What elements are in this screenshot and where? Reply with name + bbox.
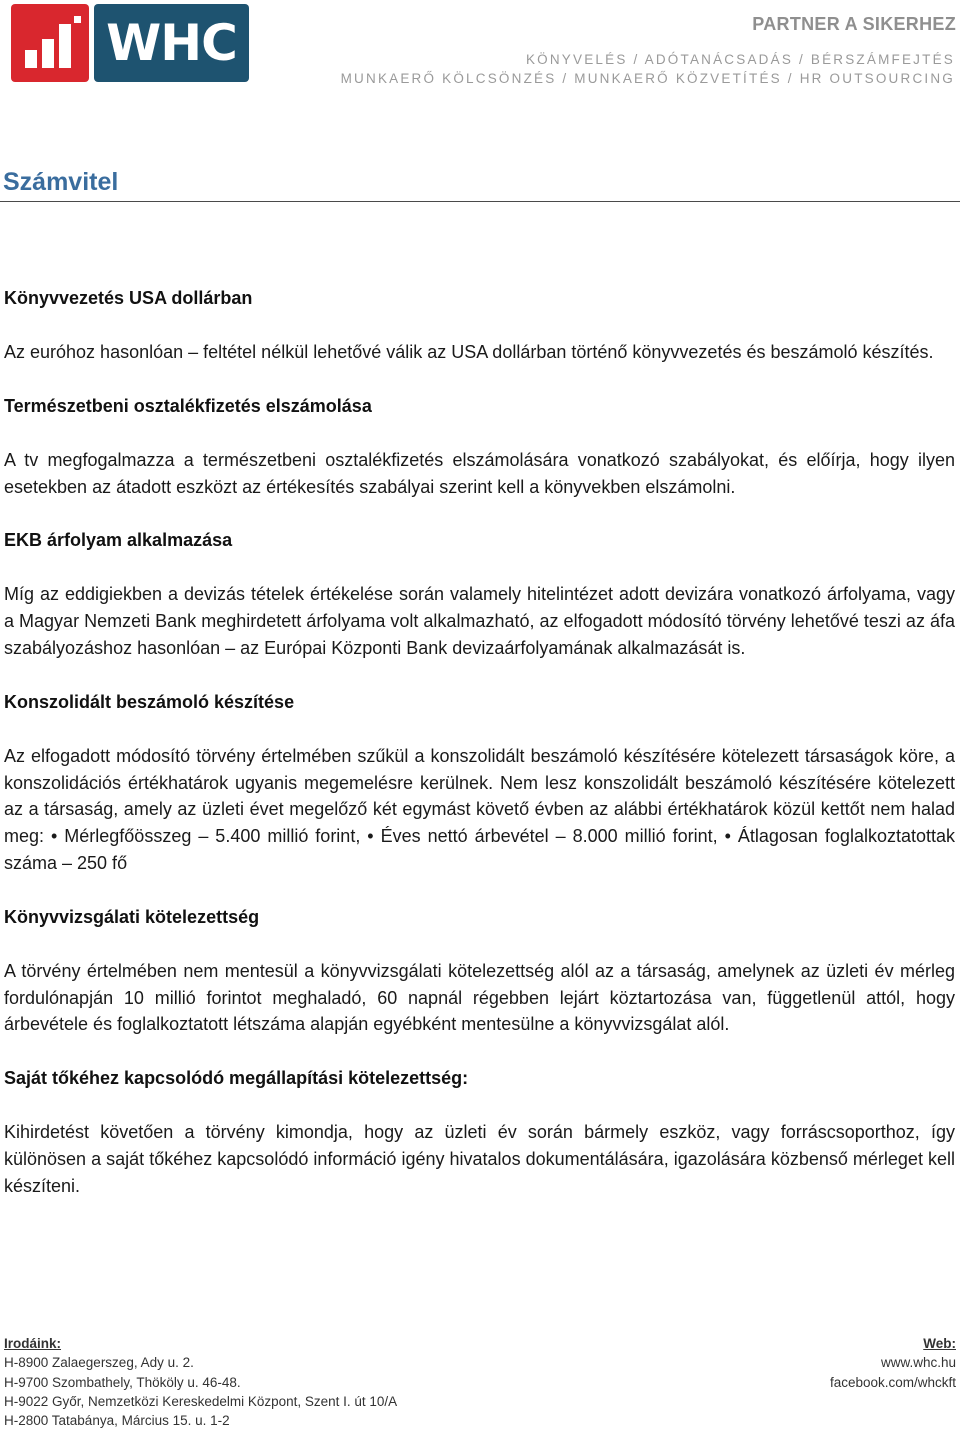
bar-chart-icon-bar-1 xyxy=(25,50,37,68)
section-heading: EKB árfolyam alkalmazása xyxy=(4,530,233,551)
logo-bar-chart-icon xyxy=(11,4,89,82)
bar-chart-icon-bar-3 xyxy=(59,24,71,68)
office-address: H-9022 Győr, Nemzetközi Kereskedelmi Központ, Szent I. út 10/A xyxy=(4,1393,398,1409)
office-address: H-8900 Zalaegerszeg, Ady u. 2. xyxy=(4,1355,194,1371)
page-header xyxy=(0,0,960,100)
footer-offices xyxy=(4,1334,604,1430)
section-heading: Saját tőkéhez kapcsolódó megállapítási kötelezettség: xyxy=(4,1068,469,1089)
title-divider xyxy=(0,201,960,202)
whc-logo[interactable] xyxy=(11,4,249,82)
services-line-1: KÖNYVELÉS / ADÓTANÁCSADÁS / BÉRSZÁMFEJTÉS xyxy=(525,52,955,67)
office-address: H-9700 Szombathely, Thököly u. 46-48. xyxy=(4,1374,241,1390)
tagline: PARTNER A SIKERHEZ xyxy=(752,14,956,34)
bar-chart-icon xyxy=(11,4,89,82)
web-label: Web: xyxy=(923,1336,956,1351)
section-usd-bookkeeping xyxy=(4,285,955,366)
section-paragraph: Míg az eddigiekben a devizás tételek értékelése során valamely hitelintézet adott devizára vonatkozó árfolyama, vagy a Magyar Nemzeti Bank meghirdetett árfolyama volt alkalmazható, az elfogadott módosító törvény lehetővé teszi az áfa szabályozáshoz hasonlóan – az Európai Központi Bank devizaárfolyamának alkalmazását is. xyxy=(4,584,955,658)
footer-web xyxy=(656,1334,956,1392)
section-paragraph: A törvény értelmében nem mentesül a könyvvizsgálati kötelezettség alól az a társaság, amelynek az üzleti év mérleg fordulónapján 10 millió forintot meghaladó, 60 napnál régebben lejárt köztartozása van, függetlenül attól, hogy árbevétele és foglalkoztatott létszáma alapján egyébként mentesülne a könyvvizsgálat alól. xyxy=(4,960,955,1035)
section-paragraph: A tv megfogalmazza a természetbeni osztalékfizetés elszámolására vonatkozó szabályokat, és előírja, hogy ilyen esetekben az átadott eszközt az értékesítés szabályai szerint kell a könyvekben elszámolni. xyxy=(4,449,955,497)
section-paragraph: Kihirdetést követően a törvény kimondja, hogy az üzleti év során bármely eszköz, vagy forráscsoporthoz, így különösen a saját tőkéhez kapcsolódó információ igény hivatalos dokumentálására, igazolására közbenső mérleget kell készíteni. xyxy=(4,1122,955,1196)
section-heading: Konszolidált beszámoló készítése xyxy=(4,691,295,712)
logo-wordmark xyxy=(94,4,249,82)
page-title: Számvitel xyxy=(3,168,119,196)
section-heading: Könyvvizsgálati kötelezettség xyxy=(4,906,260,927)
offices-label: Irodáink: xyxy=(4,1336,62,1351)
bar-chart-icon-bar-2 xyxy=(42,39,54,68)
section-ecb-exchange-rate xyxy=(4,527,955,661)
section-audit-obligation xyxy=(4,904,955,1038)
section-equity-determination xyxy=(4,1065,955,1199)
document-body xyxy=(4,285,955,1227)
website-link[interactable]: www.whc.hu xyxy=(880,1355,956,1371)
services-line-2: MUNKAERŐ KÖLCSÖNZÉS / MUNKAERŐ KÖZVETÍTÉS / HR OUTSOURCING xyxy=(340,71,955,86)
section-heading: Könyvvezetés USA dollárban xyxy=(4,288,253,308)
logo-text: WHC xyxy=(106,14,237,72)
section-consolidated-report xyxy=(4,689,955,877)
facebook-link[interactable]: facebook.com/whckft xyxy=(829,1374,956,1390)
section-paragraph: Az euróhoz hasonlóan – feltétel nélkül lehetővé válik az USA dollárban történő könyvvezetés és beszámoló készítés. xyxy=(4,342,934,362)
section-heading: Természetbeni osztalékfizetés elszámolása xyxy=(4,395,372,416)
office-address: H-2800 Tatabánya, Március 15. u. 1-2 xyxy=(4,1413,230,1429)
section-dividend-in-kind xyxy=(4,393,955,501)
bar-chart-icon-dot xyxy=(74,16,81,23)
section-paragraph: Az elfogadott módosító törvény értelmében szűkül a konszolidált beszámoló készítésére kötelezett társaságok köre, a konszolidációs értékhatárok ugyanis megemelésre kerülnek. Nem lesz konszolidált beszámoló készítésére kötelezett az a társaság, amely az üzleti évet megelőző két egymást követő évben az alábbi értékhatárok közül kettőt nem halad meg: • Mérlegfőösszeg – 5.400 millió forint, • Éves nettó árbevétel – 8.000 millió forint, • Átlagosan foglalkoztatottak száma – 250 fő xyxy=(4,745,955,873)
